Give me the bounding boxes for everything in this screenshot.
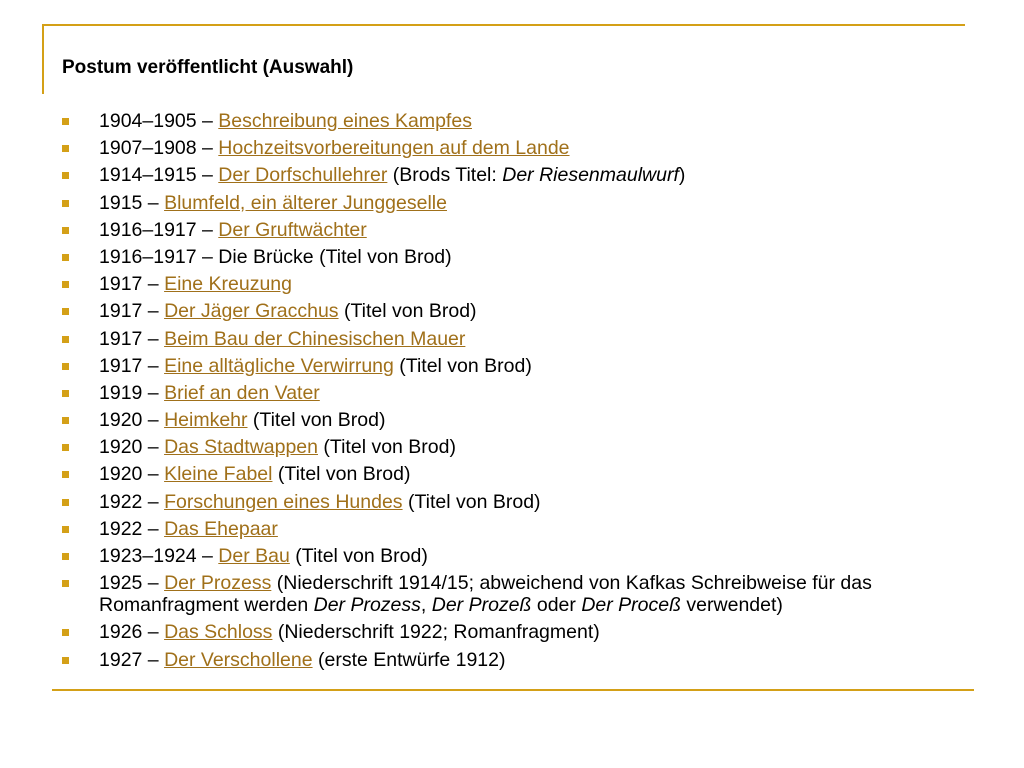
square-bullet-icon (62, 417, 69, 424)
square-bullet-icon (62, 118, 69, 125)
square-bullet-icon (62, 336, 69, 343)
list-item: 1916–1917 – Der Gruftwächter (58, 219, 958, 241)
list-item: 1907–1908 – Hochzeitsvorbereitungen auf dem Lande (58, 137, 958, 159)
frame-bottom-rule (52, 689, 974, 691)
work-link[interactable]: Der Verschollene (164, 648, 313, 671)
work-link[interactable]: Das Stadtwappen (164, 436, 318, 459)
list-item: 1904–1905 – Beschreibung eines Kampfes (58, 110, 958, 132)
square-bullet-icon (62, 471, 69, 478)
list-item: 1922 – Das Ehepaar (58, 518, 958, 540)
work-link[interactable]: Der Bau (218, 545, 290, 567)
square-bullet-icon (62, 499, 69, 506)
list-item: 1915 – Blumfeld, ein älterer Junggeselle (58, 192, 958, 214)
square-bullet-icon (62, 172, 69, 179)
list-item: 1916–1917 – Die Brücke (Titel von Brod) (58, 246, 958, 268)
list-item: 1920 – Kleine Fabel (Titel von Brod) (58, 463, 958, 485)
publication-list (58, 110, 958, 676)
list-item: 1926 – Das Schloss (Niederschrift 1922; Romanfragment) (58, 621, 958, 643)
list-item: 1920 – Heimkehr (Titel von Brod) (58, 409, 958, 431)
square-bullet-icon (62, 629, 69, 636)
list-item: 1923–1924 – Der Bau (Titel von Brod) (58, 545, 958, 567)
list-item: 1917 – Eine alltägliche Verwirrung (Titel von Brod) (58, 355, 958, 377)
work-link[interactable]: Der Gruftwächter (218, 218, 367, 241)
work-link[interactable]: Der Jäger Gracchus (164, 300, 339, 323)
square-bullet-icon (62, 200, 69, 207)
page-title: Postum veröffentlicht (Auswahl) (62, 57, 354, 78)
square-bullet-icon (62, 657, 69, 664)
work-link[interactable]: Brief an den Vater (164, 381, 320, 404)
work-link[interactable]: Blumfeld, ein älterer Junggeselle (164, 191, 447, 214)
work-link[interactable]: Eine Kreuzung (164, 273, 292, 296)
square-bullet-icon (62, 254, 69, 261)
square-bullet-icon (62, 281, 69, 288)
square-bullet-icon (62, 145, 69, 152)
work-link[interactable]: Forschungen eines Hundes (164, 490, 403, 513)
work-link[interactable]: Hochzeitsvorbereitungen auf dem Lande (218, 137, 570, 160)
frame-left-rule (42, 24, 44, 94)
frame-top-rule (42, 24, 965, 26)
work-link[interactable]: Eine alltägliche Verwirrung (164, 354, 394, 377)
list-item: 1922 – Forschungen eines Hundes (Titel von Brod) (58, 491, 958, 513)
square-bullet-icon (62, 390, 69, 397)
work-link[interactable]: Beim Bau der Chinesischen Mauer (164, 327, 466, 350)
list-item: 1917 – Beim Bau der Chinesischen Mauer (58, 328, 958, 350)
list-item: 1917 – Eine Kreuzung (58, 273, 958, 295)
square-bullet-icon (62, 363, 69, 370)
list-item: 1927 – Der Verschollene (erste Entwürfe 1912) (58, 649, 958, 671)
work-link[interactable]: Der Prozess (164, 572, 272, 595)
square-bullet-icon (62, 580, 69, 587)
work-link[interactable]: Das Ehepaar (164, 517, 278, 540)
work-link[interactable]: Kleine Fabel (164, 463, 273, 486)
list-item: 1917 – Der Jäger Gracchus (Titel von Brod) (58, 300, 958, 322)
list-item: 1919 – Brief an den Vater (58, 382, 958, 404)
list-item: 1914–1915 – Der Dorfschullehrer (Brods Titel: Der Riesenmaulwurf) (58, 164, 958, 186)
work-link[interactable]: Heimkehr (164, 409, 248, 432)
square-bullet-icon (62, 308, 69, 315)
work-link[interactable]: Beschreibung eines Kampfes (218, 110, 472, 132)
list-item: 1920 – Das Stadtwappen (Titel von Brod) (58, 436, 958, 458)
work-link[interactable]: Das Schloss (164, 621, 273, 644)
square-bullet-icon (62, 526, 69, 533)
square-bullet-icon (62, 227, 69, 234)
list-item: 1925 – Der Prozess (Niederschrift 1914/15; abweichend von Kafkas Schreibweise für das Romanfragment werden Der Prozess, Der Prozeß oder Der Proceß verwendet) (58, 572, 958, 616)
square-bullet-icon (62, 553, 69, 560)
square-bullet-icon (62, 444, 69, 451)
work-link[interactable]: Der Dorfschullehrer (218, 164, 388, 187)
